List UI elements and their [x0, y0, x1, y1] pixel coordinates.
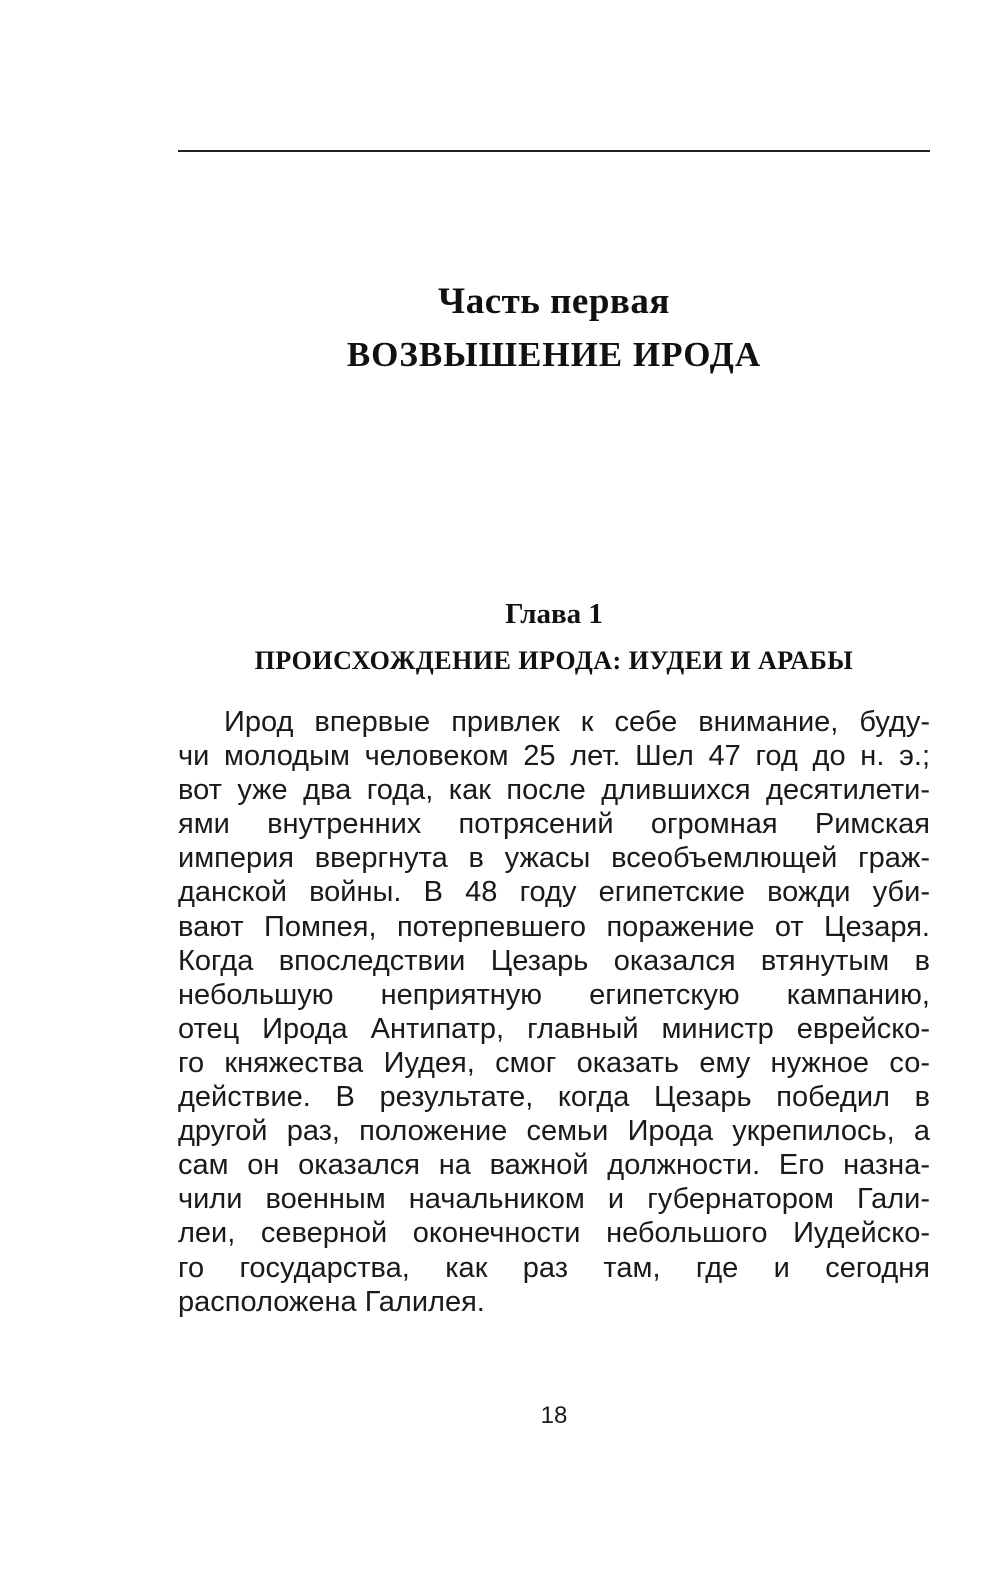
text-line: отец Ирода Антипатр, главный министр еврейско- [178, 1012, 930, 1045]
chapter-title: ПРОИСХОЖДЕНИЕ ИРОДА: ИУДЕИ И АРАБЫ [254, 646, 854, 675]
body-paragraph [178, 705, 930, 1319]
text-line: ями внутренних потрясений огромная Римская [178, 808, 930, 841]
text-line: чи молодым человеком 25 лет. Шел 47 год до н. э.; [178, 740, 930, 773]
text-line: империя ввергнута в ужасы всеобъемлющей граж- [178, 842, 930, 875]
chapter-label: Глава 1 [505, 598, 603, 630]
top-horizontal-rule [178, 150, 930, 152]
text-line: данской войны. В 48 году египетские вожди уби- [178, 876, 930, 909]
text-line: действие. В результате, когда Цезарь победил в [178, 1081, 930, 1114]
page-number: 18 [540, 1402, 568, 1429]
text-line: Когда впоследствии Цезарь оказался втянутым в [178, 944, 930, 977]
text-line: небольшую неприятную египетскую кампанию, [178, 978, 930, 1011]
part-label: Часть первая [438, 281, 670, 322]
text-line: вают Помпея, потерпевшего поражение от Цезаря. [178, 910, 930, 943]
text-line: го государства, как раз там, где и сегодня [178, 1251, 930, 1284]
text-line: го княжества Иудея, смог оказать ему нужное со- [178, 1046, 930, 1079]
text-line: леи, северной оконечности небольшого Иудейско- [178, 1217, 930, 1250]
text-line: сам он оказался на важной должности. Его назна- [178, 1149, 930, 1182]
text-line: Ирод впервые привлек к себе внимание, буду- [224, 706, 930, 738]
text-line: чили военным начальником и губернатором Гали- [178, 1183, 930, 1216]
text-line: вот уже два года, как после длившихся десятилети- [178, 774, 930, 807]
text-line: другой раз, положение семьи Ирода укрепилось, а [178, 1115, 930, 1148]
text-line: расположена Галилея. [178, 1285, 485, 1318]
part-title: ВОЗВЫШЕНИЕ ИРОДА [346, 335, 762, 374]
